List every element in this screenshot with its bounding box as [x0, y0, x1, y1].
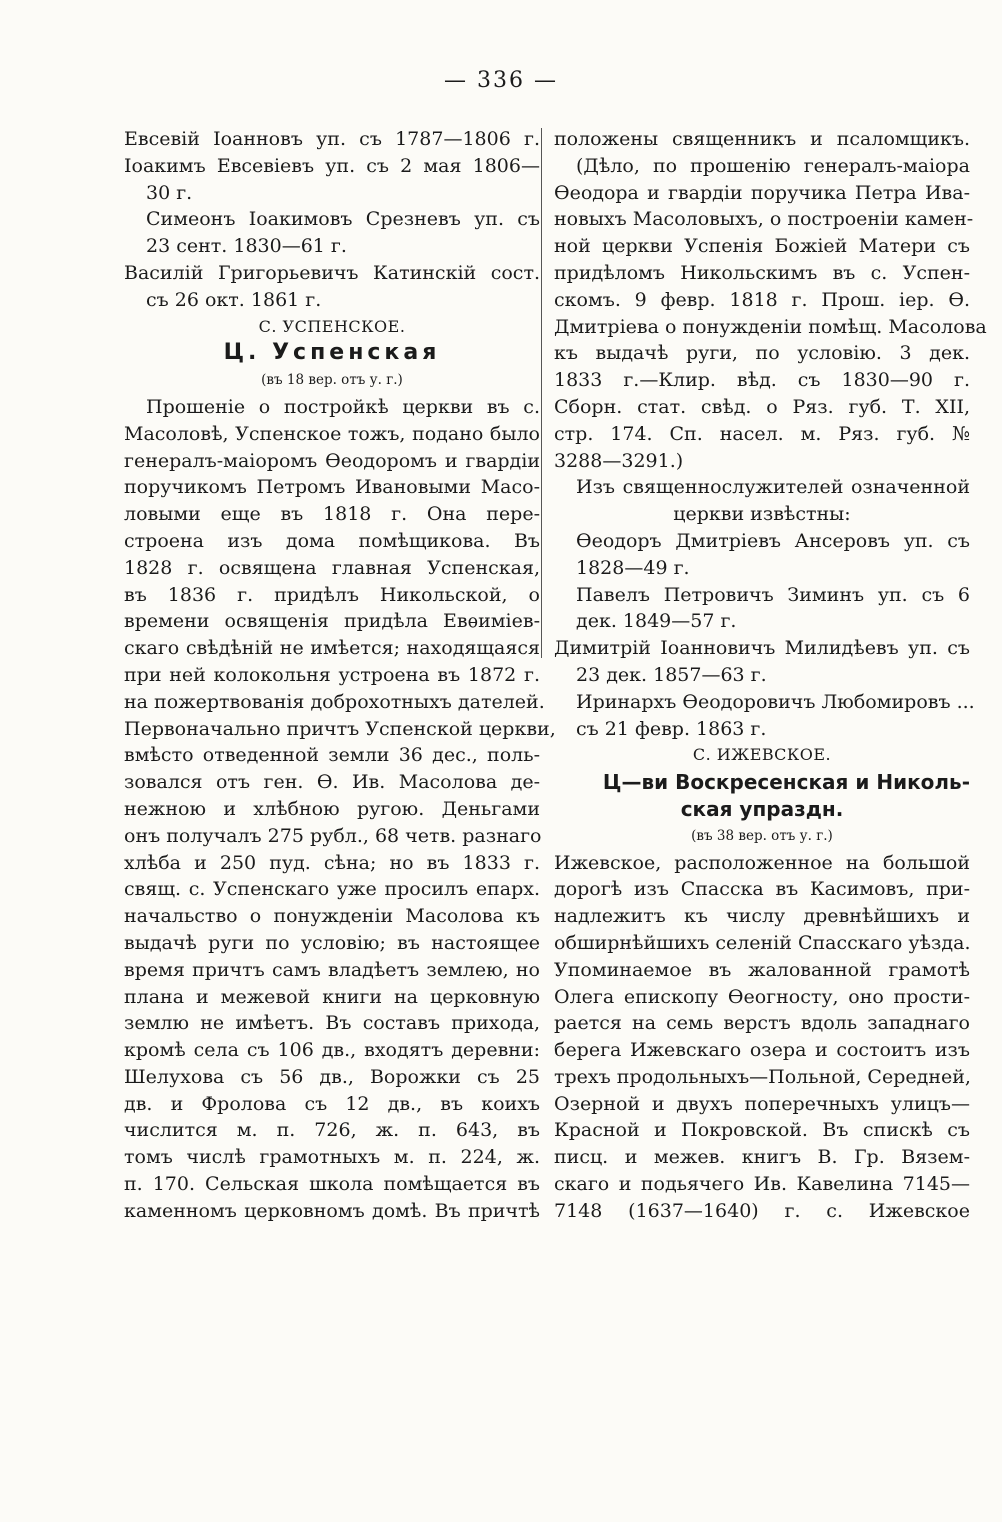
right-text-line: С. ИЖЕВСКОЕ.: [692, 745, 832, 765]
left-text-line: дв. и Фролова съ 12 дв., въ коихъ: [124, 1092, 540, 1115]
left-text-line: при ней колокольня устроена въ 1872 г.: [124, 663, 540, 686]
left-text-line: нежною и хлѣбною ругою. Деньгами: [124, 797, 540, 820]
left-text-line: Масоловѣ, Успенское тожъ, подано было: [124, 422, 540, 445]
right-text-line: придѣломъ Никольскимъ въ с. Успен-: [554, 261, 970, 284]
right-text-line: церкви извѣстны:: [673, 503, 851, 526]
right-text-line: обширнѣйшихъ селеній Спасскаго уѣзда.: [554, 931, 971, 954]
right-text-line: (Дѣло, по прошенію генералъ-маіора: [576, 154, 970, 177]
left-text-line: генералъ-маіоромъ Ѳеодоромъ и гвардіи: [124, 449, 540, 472]
left-text-line: скаго свѣдѣній не имѣется; находящаяся: [124, 637, 540, 660]
left-text-line: зовался отъ ген. Ѳ. Ив. Масолова де-: [124, 771, 540, 794]
page-number: — 336 —: [444, 68, 558, 93]
right-column: [554, 126, 987, 1225]
right-text-line: скаго и подьячего Ив. Кавелина 7145—: [554, 1173, 970, 1196]
right-text-line: трехъ продольныхъ—Польной, Середней,: [554, 1065, 971, 1088]
left-text-line: п. 170. Сельская школа помѣщается въ: [124, 1173, 540, 1196]
right-text-line: къ выдачѣ руги, по условію. 3 дек.: [554, 342, 970, 365]
right-text-line: надлежитъ къ числу древнѣйшихъ и: [554, 905, 970, 928]
left-text-line: Прошеніе о постройкѣ церкви въ с.: [146, 395, 540, 418]
right-text-line: Павелъ Петровичъ Зиминъ уп. съ 6: [576, 583, 970, 606]
left-text-line: кромѣ села съ 106 дв., входятъ деревни:: [124, 1039, 540, 1062]
right-text-line: Ѳеодоръ Дмитріевъ Ансеровъ уп. съ: [576, 529, 970, 552]
left-text-line: 30 г.: [146, 181, 193, 204]
right-text-line: Упоминаемое въ жалованной грамотѣ: [554, 958, 970, 981]
right-text-line: 3288—3291.): [554, 449, 684, 472]
right-text-line: 7148 (1637—1640) г. с. Ижевское: [554, 1199, 970, 1222]
right-text-line: Озерной и двухъ поперечныхъ улицъ—: [554, 1092, 970, 1115]
right-text-line: скомъ. 9 февр. 1818 г. Прош. іер. Ѳ.: [554, 288, 970, 311]
left-text-line: 1828 г. освящена главная Успенская,: [124, 556, 540, 579]
right-text-line: 1833 г.—Клир. вѣд. съ 1830—90 г.: [554, 369, 970, 392]
left-text-line: строена изъ дома помѣщикова. Въ: [124, 529, 540, 552]
left-text-line: Евсевій Іоанновъ уп. съ 1787—1806 г.: [124, 128, 540, 150]
column-divider: [541, 128, 542, 658]
right-text-line: съ 21 февр. 1863 г.: [576, 717, 767, 740]
right-text-line: Дмитріева о понужденіи помѣщ. Масолова: [554, 315, 987, 338]
right-text-line: 23 дек. 1857—63 г.: [576, 663, 767, 686]
right-text-line: (въ 38 вер. отъ у. г.): [691, 827, 833, 844]
left-text-line: въ 1836 г. придѣлъ Никольской, о: [124, 583, 540, 606]
left-text-line: онъ получалъ 275 рубл., 68 четв. разнаго: [124, 824, 542, 847]
left-text-line: ловыми еще въ 1818 г. Она пере-: [124, 503, 540, 526]
left-text-line: плана и межевой книги на церковную: [124, 985, 540, 1008]
right-text-line: Ц—ви Воскресенская и Николь-: [602, 770, 970, 795]
right-text-line: положены священникъ и псаломщикъ.: [554, 128, 970, 150]
right-text-line: берега Ижевскаго озера и состоитъ изъ: [554, 1039, 970, 1062]
left-text-line: 23 сент. 1830—61 г.: [146, 235, 347, 258]
left-text-line: свящ. с. Успенскаго уже просилъ епарх.: [124, 878, 540, 901]
left-text-line: поручикомъ Петромъ Ивановыми Масо-: [124, 476, 540, 499]
right-text-line: Красной и Покровской. Въ спискѣ съ: [554, 1119, 970, 1142]
right-text-line: Иринархъ Ѳеодоровичъ Любомировъ ...: [576, 690, 975, 713]
right-text-line: стр. 174. Сп. насел. м. Ряз. губ. №: [554, 422, 970, 445]
right-text-line: дек. 1849—57 г.: [576, 610, 737, 633]
right-text-line: Ѳеодора и гвардіи поручика Петра Ива-: [554, 181, 970, 204]
left-text-line: (въ 18 вер. отъ у. г.): [261, 372, 403, 389]
right-text-line: ной церкви Успенія Божіей Матери съ: [554, 235, 970, 258]
right-text-line: Олега епископу Ѳеогносту, оно прости-: [554, 985, 970, 1008]
right-text-line: ская упраздн.: [680, 796, 844, 821]
right-text-line: Сборн. стат. свѣд. о Ряз. губ. Т. XII,: [554, 395, 970, 418]
left-text-line: томъ числѣ грамотныхъ м. п. 224, ж.: [124, 1146, 540, 1169]
left-text-line: съ 26 окт. 1861 г.: [146, 288, 322, 311]
left-text-line: Василій Григорьевичъ Катинскій сост.: [124, 261, 540, 284]
right-text-line: Ижевское, расположенное на большой: [554, 851, 970, 874]
left-text-line: времени освященія придѣла Евѳиміев-: [124, 610, 540, 633]
left-text-line: Первоначально причтъ Успенской церкви,: [124, 717, 556, 740]
right-text-line: писц. и межев. книгъ В. Гр. Вязем-: [554, 1146, 970, 1169]
left-column: [124, 126, 556, 1225]
left-text-line: выдачѣ руги по условію; въ настоящее: [124, 931, 540, 954]
right-text-line: Димитрій Іоанновичъ Милидѣевъ уп. съ: [554, 637, 970, 660]
right-text-line: Изъ священнослужителей означенной: [576, 476, 970, 499]
left-text-line: Ц. Успенская: [223, 340, 441, 366]
left-text-line: числится м. п. 726, ж. п. 643, въ: [124, 1119, 540, 1142]
left-text-line: каменномъ церковномъ домѣ. Въ причтѣ: [124, 1199, 540, 1222]
right-text-line: 1828—49 г.: [576, 556, 690, 579]
left-text-line: начальство о понужденіи Масолова къ: [124, 905, 540, 928]
left-text-line: на пожертвованія доброхотныхъ дателей.: [124, 690, 545, 713]
left-text-line: время причтъ самъ владѣетъ землею, но: [124, 958, 540, 981]
right-text-line: дорогѣ изъ Спасска въ Касимовъ, при-: [554, 878, 970, 901]
left-text-line: Шелухова съ 56 дв., Ворожки съ 25: [124, 1065, 540, 1088]
left-text-line: С. УСПЕНСКОЕ.: [258, 316, 406, 336]
left-text-line: Іоакимъ Евсевіевъ уп. съ 2 мая 1806—: [124, 154, 540, 177]
left-text-line: вмѣсто отведенной земли 36 дес., поль-: [124, 744, 540, 767]
right-text-line: рается на семь верстъ вдоль западнаго: [554, 1012, 970, 1035]
left-text-line: хлѣба и 250 пуд. сѣна; но въ 1833 г.: [124, 851, 540, 874]
right-text-line: новыхъ Масоловыхъ, о построеніи камен-: [554, 208, 974, 231]
left-text-line: Симеонъ Іоакимовъ Срезневъ уп. съ: [146, 208, 540, 231]
left-text-line: землю не имѣетъ. Въ составъ прихода,: [124, 1012, 540, 1035]
